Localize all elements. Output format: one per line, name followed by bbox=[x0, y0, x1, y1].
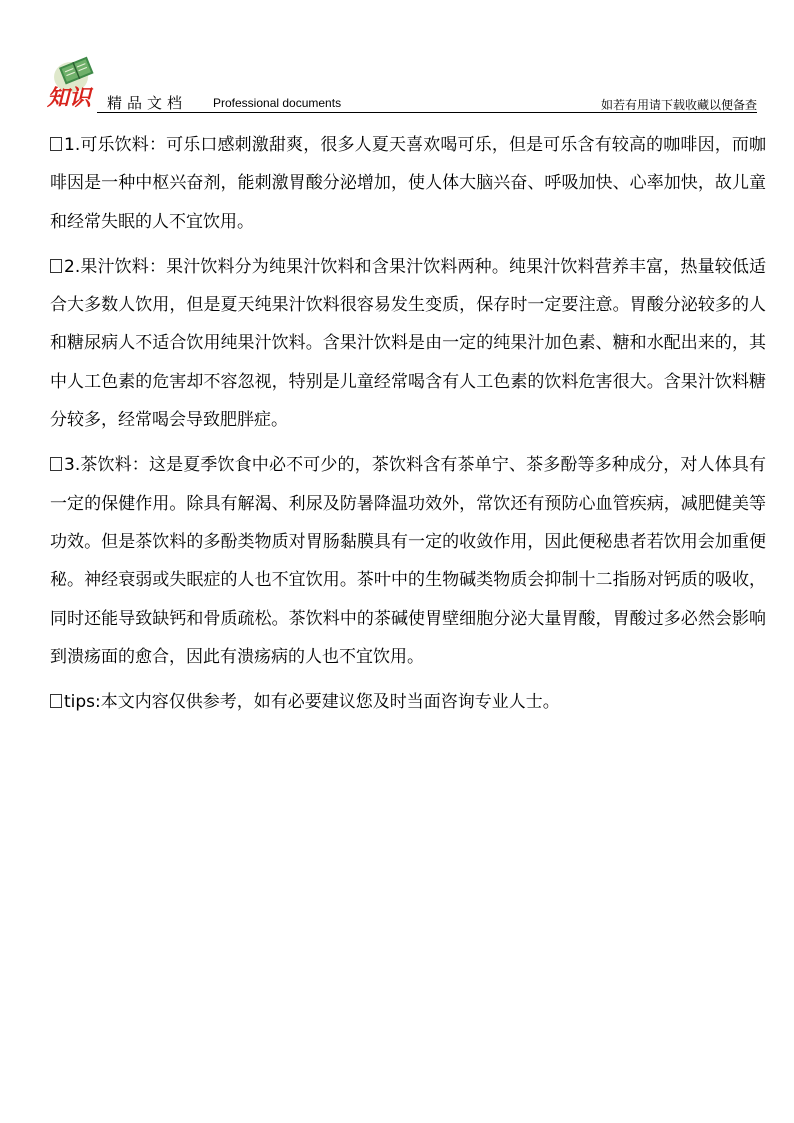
checkbox-glyph bbox=[50, 137, 62, 151]
header-tagline: 如若有用请下载收藏以便备查 bbox=[600, 98, 757, 112]
document-body bbox=[50, 126, 766, 728]
brand-title: 精品文档 bbox=[107, 94, 188, 112]
paragraph-juice bbox=[50, 248, 766, 439]
paragraph-tea bbox=[50, 446, 766, 676]
paragraph-text: tips:本文内容仅供参考，如有必要建议您及时当面咨询专业人士。 bbox=[64, 692, 560, 713]
paragraph-text: 2.果汁饮料：果汁饮料分为纯果汁饮料和含果汁饮料两种。纯果汁饮料营养丰富，热量较低适合大多数人饮用，但是夏天纯果汁饮料很容易发生变质，保存时一定要注意。胃酸分泌较多的人和糖尿病人不适合饮用纯果汁饮料。含果汁饮料是由一定的纯果汁加色素、糖和水配出来的，其中人工色素的危害却不容忽视，特别是儿童经常喝含有人工色素的饮料危害很大。含果汁饮料糖分较多，经常喝会导致肥胖症。 bbox=[50, 256, 766, 431]
page-header bbox=[45, 50, 757, 112]
knowledge-book-logo bbox=[45, 50, 101, 110]
checkbox-glyph bbox=[50, 694, 62, 708]
paragraph-text: 3.茶饮料：这是夏季饮食中必不可少的，茶饮料含有茶单宁、茶多酚等多种成分，对人体具有一定的保健作用。除具有解渴、利尿及防暑降温功效外，常饮还有预防心血管疾病，减肥健美等功效。但是茶饮料的多酚类物质对胃肠黏膜具有一定的收敛作用，因此便秘患者若饮用会加重便秘。神经衰弱或失眠症的人也不宜饮用。茶叶中的生物碱类物质会抑制十二指肠对钙质的吸收，同时还能导致缺钙和骨质疏松。茶饮料中的茶碱使胃壁细胞分泌大量胃酸，胃酸过多必然会影响到溃疡面的愈合，因此有溃疡病的人也不宜饮用。 bbox=[50, 455, 766, 667]
checkbox-glyph bbox=[50, 457, 62, 471]
paragraph-tips bbox=[50, 683, 766, 721]
logo-calligraphy: 知识 bbox=[47, 85, 92, 110]
brand-subtitle: Professional documents bbox=[213, 96, 342, 110]
header-divider bbox=[97, 112, 757, 113]
paragraph-text: 1.可乐饮料：可乐口感刺激甜爽，很多人夏天喜欢喝可乐，但是可乐含有较高的咖啡因，而咖啡因是一种中枢兴奋剂，能刺激胃酸分泌增加，使人体大脑兴奋、呼吸加快、心率加快，故儿童和经常失眠的人不宜饮用。 bbox=[50, 135, 766, 232]
checkbox-glyph bbox=[50, 259, 62, 273]
paragraph-cola bbox=[50, 126, 766, 241]
